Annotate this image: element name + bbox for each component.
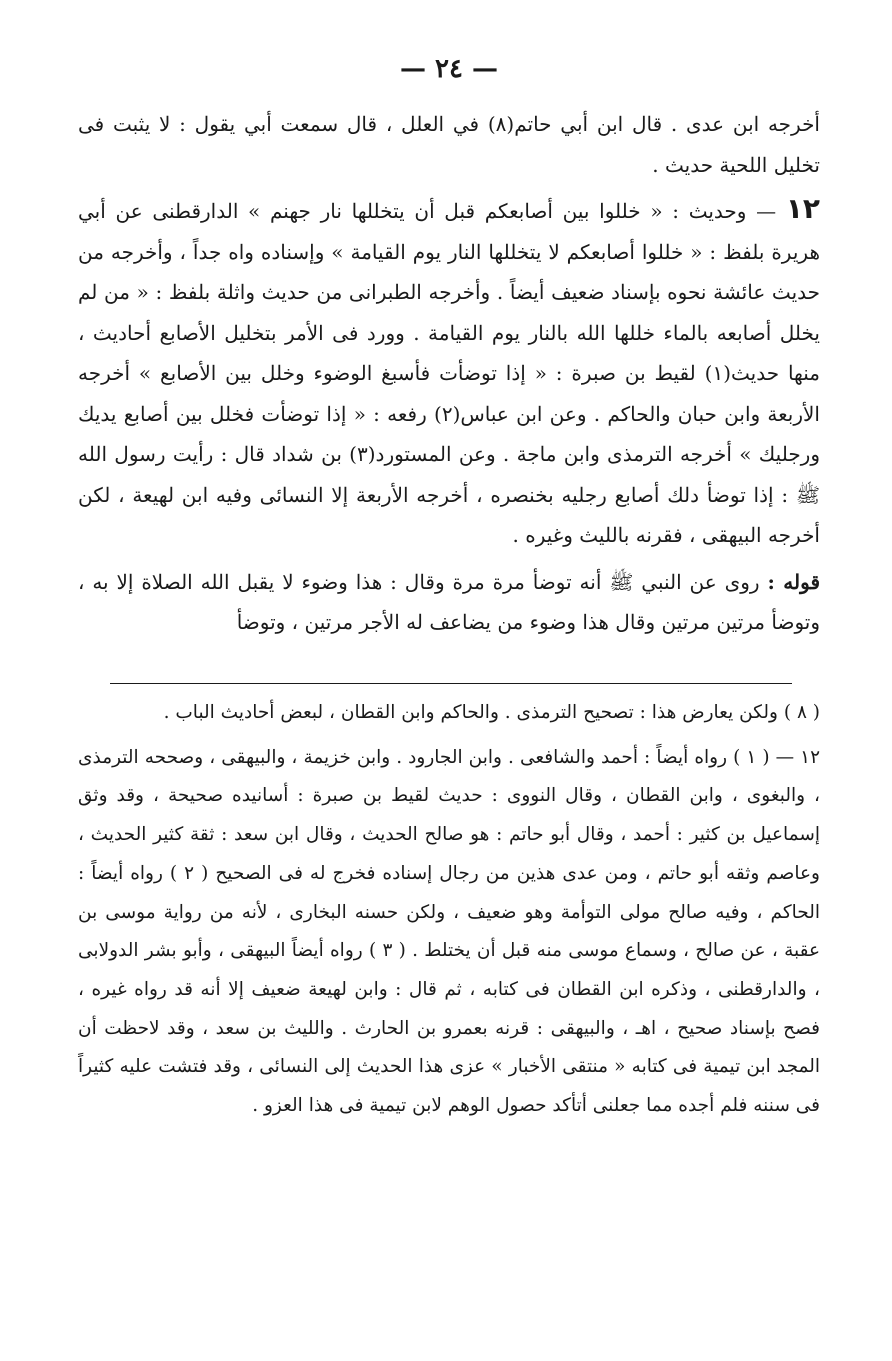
hadith-number: ١٢ (785, 192, 821, 225)
footnote-12: ١٢ — ( ١ ) رواه أيضاً : أحمد والشافعى . وابن الجارود . وابن خزيمة ، والبيهقى ، وصححه الترمذى ، والبغوى ، وابن القطان ، وقال النووى : حديث لقيط بن صبرة : أسانيده صحيحة ، وقد وثق إسماعيل بن كثير : أحمد ، وقال أبو حاتم : هو صالح الحديث ، وقال ابن سعد : ثقة كثير الحديث ، وعاصم وثقه أبو حاتم ، ومن عدى هذين من رجال إسناده فخرج له فى الصحيح ( ٢ ) رواه أيضاً : الحاكم ، وفيه صالح مولى التوأمة وهو ضعيف ، ولكن حسنه البخارى ، لأنه من رواية موسى بن عقبة ، عن صالح ، وسماع موسى منه قبل أن يختلط . ( ٣ ) رواه أيضاً البيهقى ، وأبو بشر الدولابى ، والدارقطنى ، وذكره ابن القطان فى كتابه ، ثم قال : وابن لهيعة ضعيف إلا أنه قد رواه غيره ، فصح بإسناد صحيح ، اهـ ، والبيهقى : قرنه بعمرو بن الحارث . والليث بن سعد ، وقد لاحظت أن المجد ابن تيمية فى كتابه « منتقى الأخبار » عزى هذا الحديث إلى النسائى ، وقد فتشت عليه كثيراً فى سننه فلم أجده مما جعلنى أتأكد حصول الوهم لابن تيمية فى هذا العزو . (78, 746, 821, 1117)
qawluhu-text: روى عن النبي ﷺ أنه توضأ مرة مرة وقال : هذا وضوء لا يقبل الله الصلاة إلا به ، وتوضأ مرتين مرتين وقال هذا وضوء من يضاعف له الأجر مرتين ، وتوضأ (78, 569, 820, 634)
page-number: — ٢٤ — (399, 54, 499, 84)
footnotes (78, 694, 820, 1126)
footnote-8: ( ٨ ) ولكن يعارض هذا : تصحيح الترمذى . والحاكم وابن القطان ، لبعض أحاديث الباب . (163, 702, 820, 723)
qawluhu-lead: قوله : (767, 569, 821, 594)
footnote-divider (110, 683, 792, 684)
paragraph-beard-hadith: أخرجه ابن عدى . قال ابن أبي حاتم(٨) في العلل ، قال سمعت أبي يقول : لا يثبت فى تخليل اللحية حديث . (78, 112, 820, 177)
paragraph-hadith-12 (78, 191, 820, 556)
paragraph-qawluhu (78, 562, 820, 643)
main-text (78, 104, 820, 643)
hadith-12-text: — وحديث : « خللوا بين أصابعكم قبل أن يتخللها نار جهنم » الدارقطنى عن أبي هريرة بلفظ : « خللوا أصابعكم لا يتخللها النار يوم القيامة » وإسناده واه جداً ، وأخرجه من حديث عائشة نحوه بإسناد ضعيف أيضاً . وأخرجه الطبرانى من حديث واثلة بلفظ : « من لم يخلل أصابعه بالماء خللها الله بالنار يوم القيامة . وورد فى الأمر بتخليل الأصابع أحاديث ، منها حديث(١) لقيط بن صبرة : « إذا توضأت فأسبغ الوضوء وخلل بين الأصابع » أخرجه الأربعة وابن حبان والحاكم . وعن ابن عباس(٢) رفعه : « إذا توضأت فخلل بين أصابع يديك ورجليك » أخرجه الترمذى وابن ماجة . وعن المستورد(٣) بن شداد قال : رأيت رسول الله ﷺ : إذا توضأ دلك أصابع رجليه بخنصره ، أخرجه الأربعة إلا النسائى وفيه ابن لهيعة ، لكن أخرجه البيهقى ، فقرنه بالليث وغيره . (78, 199, 820, 547)
